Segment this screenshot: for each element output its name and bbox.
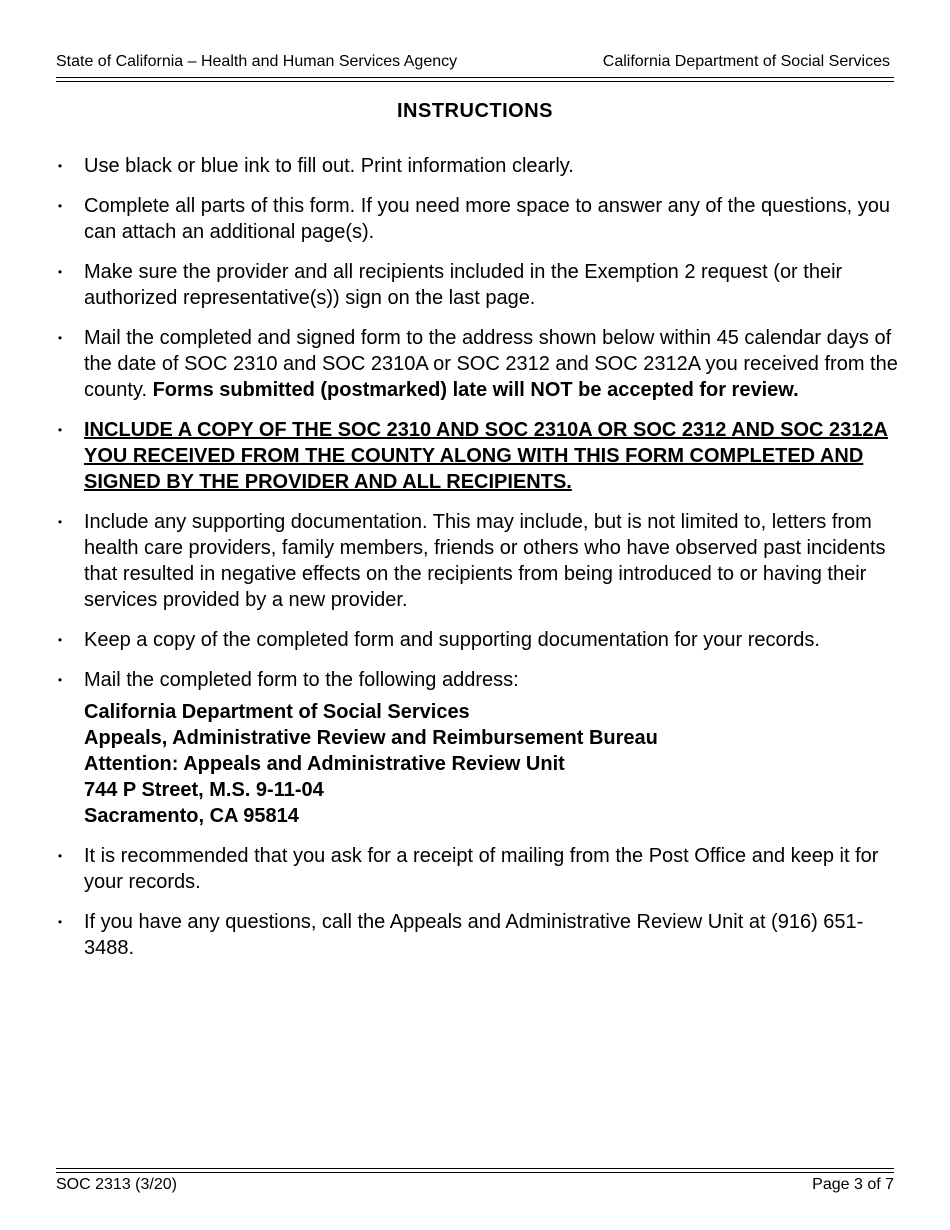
address-line: Appeals, Administrative Review and Reimbursement Bureau: [84, 727, 658, 749]
mailing-address: [56, 697, 900, 829]
bullet-icon: •: [57, 265, 63, 279]
page-number: Page 3 of 7: [812, 1176, 894, 1193]
bullet-icon: •: [57, 159, 63, 173]
bullet-icon: •: [57, 633, 63, 647]
instruction-text: Make sure the provider and all recipients included in the Exemption 2 request (or their authorized representative(s)) sign on the last page.: [84, 261, 843, 309]
instruction-item: [56, 259, 900, 311]
bullet-icon: •: [57, 849, 63, 863]
bullet-icon: •: [57, 423, 63, 437]
bullet-icon: •: [57, 199, 63, 213]
instruction-text: Mail the completed and signed form to the address shown below within 45 calendar days of the date of SOC 2310 and SOC 2310A or SOC 2312 and SOC 2312A you received from the county.: [84, 327, 898, 401]
instruction-item: [56, 627, 900, 653]
bullet-icon: •: [57, 673, 63, 687]
header-divider: [56, 77, 894, 82]
instruction-item: [56, 153, 900, 179]
instruction-text: Include any supporting documentation. This may include, but is not limited to, letters from health care providers, family members, friends or others who have observed past incidents that resulted in negative effects on the recipients from being introduced to or having their services provided by a new provider.: [84, 511, 886, 611]
address-line: California Department of Social Services: [84, 701, 470, 723]
instruction-text: It is recommended that you ask for a receipt of mailing from the Post Office and keep it for your records.: [84, 845, 879, 893]
page-title: INSTRUCTIONS: [397, 100, 553, 122]
bullet-icon: •: [57, 515, 63, 529]
late-submission-warning: Forms submitted (postmarked) late will NOT be accepted for review.: [152, 379, 799, 401]
instruction-text: Keep a copy of the completed form and supporting documentation for your records.: [84, 629, 820, 651]
instruction-text: Complete all parts of this form. If you need more space to answer any of the questions, you can attach an additional page(s).: [84, 195, 890, 243]
bullet-icon: •: [57, 331, 63, 345]
instruction-item: [56, 843, 900, 895]
form-number: SOC 2313 (3/20): [56, 1176, 177, 1193]
bullet-icon: •: [57, 915, 63, 929]
instruction-item: [56, 193, 900, 245]
instruction-item: [56, 509, 900, 613]
footer-divider: [56, 1168, 894, 1173]
address-line: 744 P Street, M.S. 9-11-04: [84, 779, 324, 801]
instructions-list: [56, 153, 900, 975]
address-line: Attention: Appeals and Administrative Review Unit: [84, 753, 565, 775]
instruction-text: If you have any questions, call the Appeals and Administrative Review Unit at (916) 651-3488.: [84, 911, 864, 959]
address-line: Sacramento, CA 95814: [84, 805, 299, 827]
instruction-item: [56, 325, 900, 403]
instruction-item: [56, 667, 900, 693]
header-department: California Department of Social Services: [602, 53, 890, 70]
instruction-item: [56, 909, 900, 961]
page-header: [56, 52, 890, 74]
header-agency: State of California – Health and Human Services Agency: [56, 53, 458, 70]
instruction-item: [56, 417, 900, 495]
include-copy-notice: INCLUDE A COPY OF THE SOC 2310 AND SOC 2310A OR SOC 2312 AND SOC 2312A YOU RECEIVED FROM THE COUNTY ALONG WITH THIS FORM COMPLETED AND SIGNED BY THE PROVIDER AND ALL RECIPIENTS.: [84, 419, 888, 493]
instruction-text: Mail the completed form to the following address:: [84, 669, 519, 691]
instruction-text: Use black or blue ink to fill out. Print information clearly.: [84, 155, 574, 177]
